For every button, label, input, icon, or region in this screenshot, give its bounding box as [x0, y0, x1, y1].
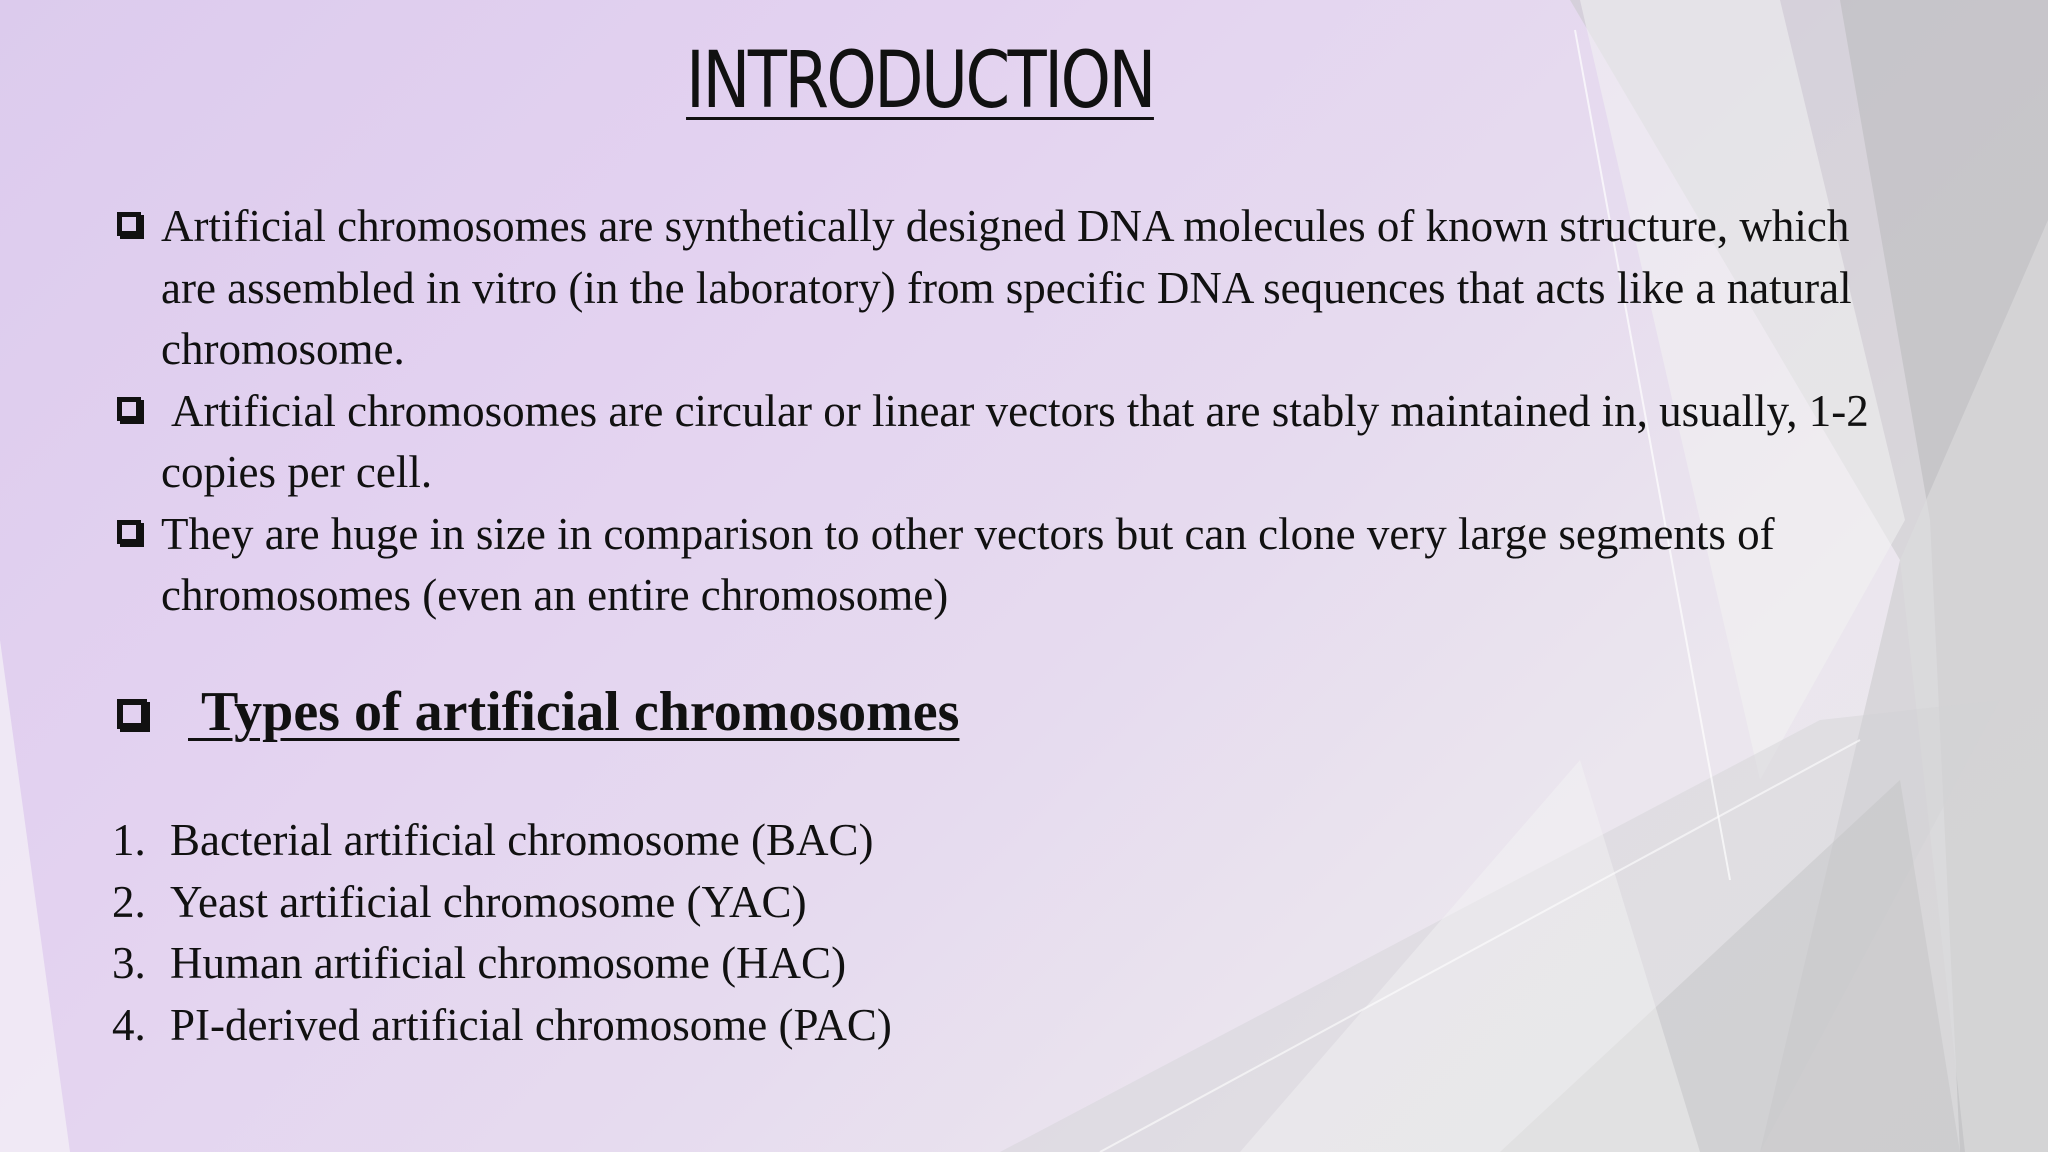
intro-bullet — [112, 504, 1892, 627]
slide-title — [166, 36, 1675, 126]
list-item — [112, 995, 892, 1057]
list-item-number: 3. — [112, 938, 146, 988]
list-item-number: 1. — [112, 815, 146, 865]
types-list — [112, 810, 892, 1056]
hollow-square-bullet-icon — [117, 699, 147, 729]
hollow-square-bullet-icon — [117, 520, 141, 544]
intro-bullet — [112, 381, 1892, 504]
list-item — [112, 810, 892, 872]
hollow-square-bullet-icon — [117, 212, 141, 236]
intro-bullet — [112, 196, 1892, 381]
list-item-number: 2. — [112, 876, 146, 927]
list-item-label: Human artificial chromosome (HAC) — [170, 938, 847, 988]
intro-bullet-text: Artificial chromosomes are circular or linear vectors that are stably maintained in, usually, 1-2 copies per cell. — [161, 385, 1869, 497]
types-heading: Types of artificial chromosomes — [188, 681, 960, 743]
list-item-number: 4. — [112, 999, 146, 1050]
slide-title-text: INTRODUCTION — [686, 36, 1154, 126]
hollow-square-bullet-icon — [117, 397, 141, 421]
list-item-label: Yeast artificial chromosome (YAC) — [170, 876, 807, 927]
intro-bullet-list — [112, 196, 1892, 627]
list-item — [112, 872, 892, 934]
list-item-label: Bacterial artificial chromosome (BAC) — [170, 815, 874, 865]
list-item-label: PI-derived artificial chromosome (PAC) — [170, 999, 892, 1050]
intro-bullet-text: They are huge in size in comparison to other vectors but can clone very large segments of chromosomes (even an entire chromosome) — [161, 508, 1775, 620]
types-heading-row — [112, 677, 959, 747]
list-item — [112, 933, 892, 995]
intro-bullet-text: Artificial chromosomes are synthetically designed DNA molecules of known structure, which are assembled in vitro (in the laboratory) from specific DNA sequences that acts like a natural chromosome. — [161, 201, 1852, 374]
